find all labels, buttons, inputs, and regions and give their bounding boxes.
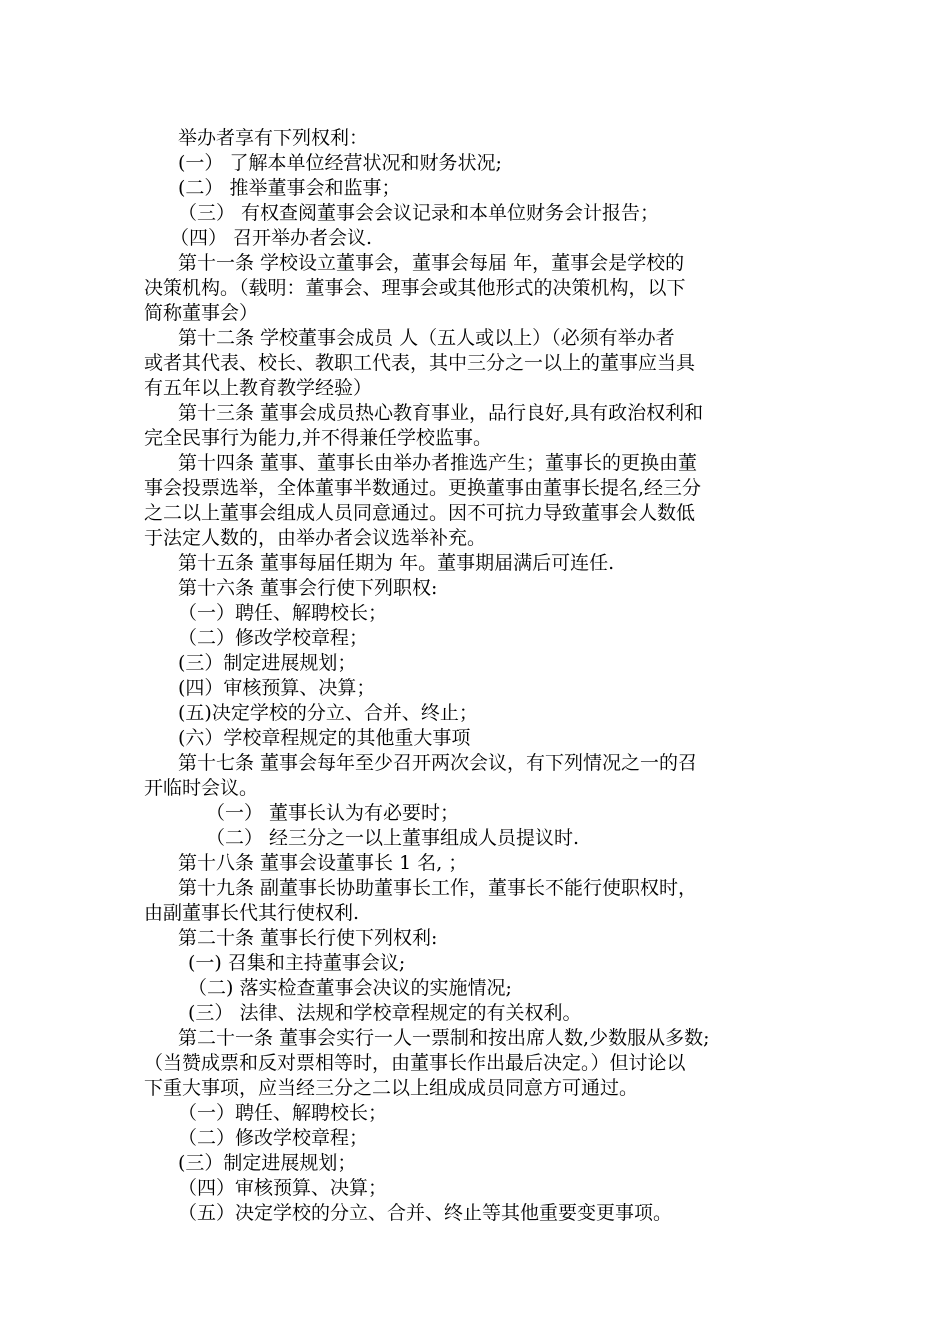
text-line: （一） 董事长认为有必要时； xyxy=(206,802,460,824)
text-line: （二) 落实检查董事会决议的实施情况; xyxy=(188,977,512,999)
text-line: 第十四条 董事、董事长由举办者推选产生；董事长的更换由董 xyxy=(178,452,698,474)
text-line: (一） 了解本单位经营状况和财务状况; xyxy=(178,152,502,174)
text-line: (三）制定进展规划； xyxy=(178,1152,357,1174)
text-line: 由副董事长代其行使权利. xyxy=(144,902,360,924)
text-line: (二） 推举董事会和监事； xyxy=(178,177,401,199)
text-line: (六）学校章程规定的其他重大事项 xyxy=(178,727,471,749)
text-line: 第十八条 董事会设董事长 1 名, ； xyxy=(178,852,468,874)
text-line: 下重大事项，应当经三分之二以上组成成员同意方可通过。 xyxy=(144,1077,639,1099)
text-line: （四）审核预算、决算； xyxy=(178,1177,388,1199)
text-line: （五）决定学校的分立、合并、终止等其他重要变更事项。 xyxy=(178,1202,673,1224)
text-line: （一）聘任、解聘校长； xyxy=(178,602,388,624)
text-line: 第十九条 副董事长协助董事长工作，董事长不能行使职权时， xyxy=(178,877,698,899)
text-line: 事会投票选举，全体董事半数通过。更换董事由董事长提名,经三分 xyxy=(144,477,702,499)
text-line: 第十五条 董事每届任期为 年。董事期届满后可连任. xyxy=(178,552,615,574)
text-line: (五)决定学校的分立、合并、终止； xyxy=(178,702,478,724)
text-line: （一）聘任、解聘校长； xyxy=(178,1102,388,1124)
text-line: 举办者享有下列权利： xyxy=(178,127,369,149)
text-line: (三） 法律、法规和学校章程规定的有关权利。 xyxy=(188,1002,582,1024)
text-line: （二）修改学校章程； xyxy=(178,627,369,649)
text-line: 或者其代表、校长、教职工代表，其中三分之一以上的董事应当具 xyxy=(144,352,696,374)
text-line: (四）审核预算、决算； xyxy=(178,677,376,699)
text-line: （当赞成票和反对票相等时，由董事长作出最后决定。）但讨论以 xyxy=(144,1052,686,1074)
text-line: 简称董事会） xyxy=(144,302,259,324)
text-line: 第十七条 董事会每年至少召开两次会议，有下列情况之一的召 xyxy=(178,752,698,774)
text-line: 第十二条 学校董事会成员 人（五人或以上）（必须有举办者 xyxy=(178,327,675,349)
text-line: 于法定人数的，由举办者会议选举补充。 xyxy=(144,527,487,549)
text-line: 有五年以上教育教学经验） xyxy=(144,377,373,399)
text-line: 决策机构。（载明：董事会、理事会或其他形式的决策机构，以下 xyxy=(144,277,686,299)
text-line: （四） 召开举办者会议. xyxy=(170,227,373,249)
text-line: 第十六条 董事会行使下列职权: xyxy=(178,577,438,599)
text-line: （三） 有权查阅董事会会议记录和本单位财务会计报告； xyxy=(178,202,660,224)
text-line: 之二以上董事会组成人员同意通过。因不可抗力导致董事会人数低 xyxy=(144,502,696,524)
text-line: （二） 经三分之一以上董事组成人员提议时. xyxy=(206,827,580,849)
text-line: (三）制定进展规划； xyxy=(178,652,357,674)
text-line: (一) 召集和主持董事会议; xyxy=(188,952,406,974)
text-line: （二）修改学校章程； xyxy=(178,1127,369,1149)
text-line: 第二十一条 董事会实行一人一票制和按出席人数,少数服从多数; xyxy=(178,1027,710,1049)
text-line: 第十一条 学校设立董事会，董事会每届 年，董事会是学校的 xyxy=(178,252,685,274)
text-line: 开临时会议。 xyxy=(144,777,259,799)
text-line: 第十三条 董事会成员热心教育事业，品行良好,具有政治权利和 xyxy=(178,402,704,424)
text-line: 第二十条 董事长行使下列权利: xyxy=(178,927,438,949)
text-line: 完全民事行为能力,并不得兼任学校监事。 xyxy=(144,427,493,449)
